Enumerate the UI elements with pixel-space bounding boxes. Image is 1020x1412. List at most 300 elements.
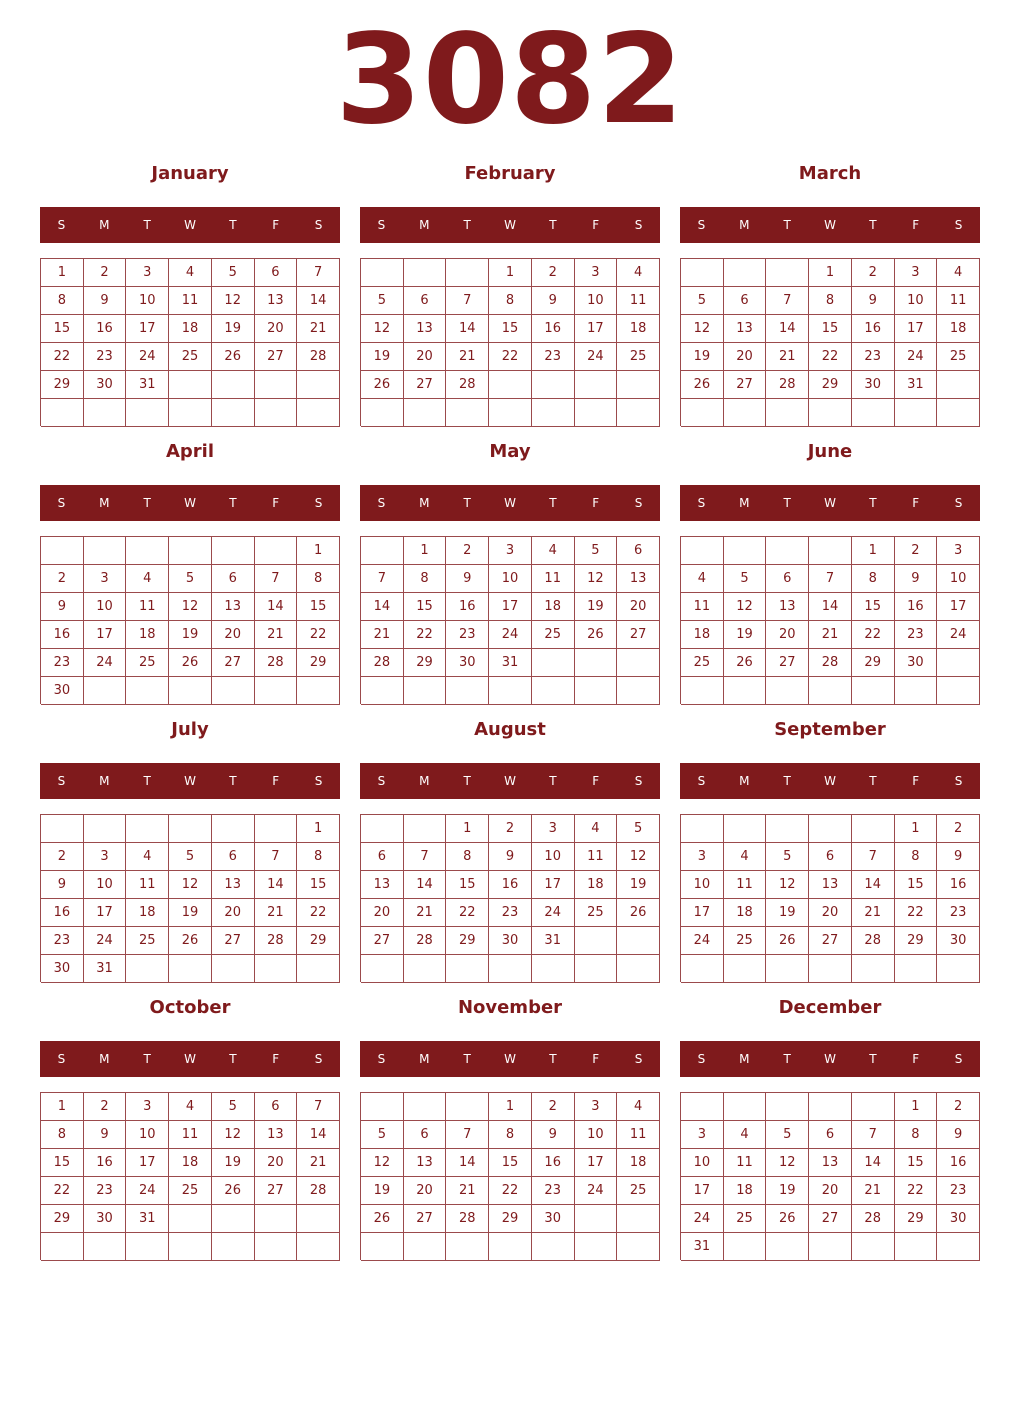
- day-cell: 22: [41, 343, 84, 371]
- weekday-label: M: [99, 496, 110, 510]
- day-cell: 31: [489, 649, 532, 677]
- day-cell: 18: [169, 1149, 212, 1177]
- day-cell: 18: [126, 621, 169, 649]
- day-cell: 12: [212, 287, 255, 315]
- weekday-label: S: [697, 1052, 706, 1066]
- day-cell: 21: [361, 621, 404, 649]
- day-cell: 27: [809, 1205, 852, 1233]
- day-cell: 20: [212, 621, 255, 649]
- weekday-label: S: [57, 774, 66, 788]
- weekday-label: F: [592, 774, 600, 788]
- empty-day-cell: [297, 1233, 340, 1261]
- empty-day-cell: [446, 955, 489, 983]
- empty-day-cell: [446, 677, 489, 705]
- day-cell: 15: [852, 593, 895, 621]
- empty-day-cell: [212, 1205, 255, 1233]
- day-cell: 4: [681, 565, 724, 593]
- weekday-label: T: [869, 218, 877, 232]
- empty-day-cell: [681, 537, 724, 565]
- day-cell: 5: [766, 1121, 809, 1149]
- day-cell: 19: [724, 621, 767, 649]
- day-cell: 25: [169, 343, 212, 371]
- day-cell: 10: [895, 287, 938, 315]
- day-cell: 8: [297, 843, 340, 871]
- empty-day-cell: [681, 1093, 724, 1121]
- empty-day-cell: [126, 537, 169, 565]
- empty-day-cell: [126, 399, 169, 427]
- day-cell: 24: [681, 1205, 724, 1233]
- day-cell: 18: [575, 871, 618, 899]
- weekday-label: S: [697, 496, 706, 510]
- empty-day-cell: [84, 399, 127, 427]
- day-cell: 3: [489, 537, 532, 565]
- day-cell: 22: [895, 1177, 938, 1205]
- day-cell: 21: [446, 1177, 489, 1205]
- day-cell: 22: [41, 1177, 84, 1205]
- day-cell: 15: [41, 315, 84, 343]
- day-cell: 5: [361, 1121, 404, 1149]
- day-cell: 25: [681, 649, 724, 677]
- empty-day-cell: [766, 815, 809, 843]
- day-cell: 10: [84, 871, 127, 899]
- day-cell: 25: [126, 649, 169, 677]
- weekday-label: W: [504, 496, 516, 510]
- day-cell: 29: [446, 927, 489, 955]
- empty-day-cell: [297, 371, 340, 399]
- empty-day-cell: [575, 1233, 618, 1261]
- day-cell: 4: [937, 259, 980, 287]
- weekday-label: T: [783, 496, 791, 510]
- day-cell: 29: [297, 927, 340, 955]
- day-cell: 5: [766, 843, 809, 871]
- day-cell: 17: [126, 1149, 169, 1177]
- empty-day-cell: [575, 927, 618, 955]
- weekday-label: S: [954, 218, 963, 232]
- day-cell: 9: [41, 593, 84, 621]
- day-cell: 2: [84, 259, 127, 287]
- day-cell: 14: [446, 1149, 489, 1177]
- day-cell: 15: [404, 593, 447, 621]
- day-cell: 3: [681, 843, 724, 871]
- day-cell: 11: [126, 871, 169, 899]
- weekday-label: T: [229, 774, 237, 788]
- weekday-label: F: [912, 218, 920, 232]
- day-cell: 19: [766, 899, 809, 927]
- day-cell: 14: [766, 315, 809, 343]
- day-cell: 27: [724, 371, 767, 399]
- day-cell: 14: [809, 593, 852, 621]
- day-cell: 20: [255, 315, 298, 343]
- day-cell: 6: [809, 1121, 852, 1149]
- day-cell: 26: [169, 649, 212, 677]
- day-cell: 5: [212, 1093, 255, 1121]
- day-cell: 22: [852, 621, 895, 649]
- weekday-label: T: [869, 496, 877, 510]
- empty-day-cell: [681, 399, 724, 427]
- day-cell: 13: [724, 315, 767, 343]
- day-cell: 5: [361, 287, 404, 315]
- empty-day-cell: [681, 259, 724, 287]
- empty-day-cell: [532, 677, 575, 705]
- month-name: June: [807, 441, 853, 462]
- empty-day-cell: [169, 399, 212, 427]
- weekday-label: T: [783, 774, 791, 788]
- day-cell: 16: [895, 593, 938, 621]
- weekday-label: S: [377, 218, 386, 232]
- empty-day-cell: [255, 371, 298, 399]
- weekday-header: [40, 207, 340, 243]
- month-august: [360, 714, 660, 992]
- month-name: December: [778, 997, 882, 1018]
- weekday-label: F: [592, 1052, 600, 1066]
- day-cell: 14: [404, 871, 447, 899]
- day-cell: 8: [489, 287, 532, 315]
- day-cell: 26: [361, 1205, 404, 1233]
- month-february: [360, 158, 660, 436]
- day-grid: [40, 536, 340, 704]
- weekday-label: W: [824, 1052, 836, 1066]
- day-cell: 31: [532, 927, 575, 955]
- day-cell: 28: [255, 927, 298, 955]
- empty-day-cell: [766, 537, 809, 565]
- empty-day-cell: [446, 399, 489, 427]
- weekday-label: F: [912, 774, 920, 788]
- day-cell: 25: [937, 343, 980, 371]
- day-cell: 27: [212, 649, 255, 677]
- day-cell: 4: [126, 843, 169, 871]
- weekday-label: W: [184, 218, 196, 232]
- day-cell: 16: [446, 593, 489, 621]
- empty-day-cell: [895, 955, 938, 983]
- empty-day-cell: [361, 537, 404, 565]
- day-cell: 2: [84, 1093, 127, 1121]
- day-cell: 6: [809, 843, 852, 871]
- day-cell: 31: [84, 955, 127, 983]
- day-cell: 26: [617, 899, 660, 927]
- empty-day-cell: [212, 399, 255, 427]
- empty-day-cell: [809, 955, 852, 983]
- weekday-header: [40, 1041, 340, 1077]
- month-may: [360, 436, 660, 714]
- day-cell: 15: [809, 315, 852, 343]
- day-cell: 15: [895, 871, 938, 899]
- day-cell: 12: [575, 565, 618, 593]
- day-cell: 12: [724, 593, 767, 621]
- empty-day-cell: [212, 815, 255, 843]
- day-cell: 12: [169, 593, 212, 621]
- day-cell: 8: [809, 287, 852, 315]
- weekday-header: [680, 763, 980, 799]
- day-cell: 28: [852, 927, 895, 955]
- day-cell: 1: [41, 1093, 84, 1121]
- empty-day-cell: [532, 1233, 575, 1261]
- day-cell: 22: [489, 1177, 532, 1205]
- day-grid: [680, 258, 980, 426]
- day-cell: 26: [212, 343, 255, 371]
- day-cell: 16: [532, 1149, 575, 1177]
- day-cell: 25: [617, 1177, 660, 1205]
- day-cell: 6: [617, 537, 660, 565]
- day-cell: 13: [361, 871, 404, 899]
- empty-day-cell: [766, 677, 809, 705]
- weekday-header: [680, 207, 980, 243]
- month-name: July: [171, 719, 209, 740]
- empty-day-cell: [361, 815, 404, 843]
- weekday-label: T: [549, 774, 557, 788]
- weekday-label: S: [57, 496, 66, 510]
- day-cell: 12: [617, 843, 660, 871]
- month-name: February: [464, 163, 556, 184]
- day-cell: 17: [681, 1177, 724, 1205]
- day-grid: [360, 258, 660, 426]
- day-cell: 27: [361, 927, 404, 955]
- empty-day-cell: [852, 815, 895, 843]
- empty-day-cell: [575, 649, 618, 677]
- day-cell: 24: [84, 927, 127, 955]
- day-cell: 17: [489, 593, 532, 621]
- weekday-label: S: [377, 496, 386, 510]
- day-cell: 23: [489, 899, 532, 927]
- weekday-label: T: [229, 218, 237, 232]
- empty-day-cell: [937, 399, 980, 427]
- weekday-header: [360, 763, 660, 799]
- day-cell: 3: [126, 259, 169, 287]
- day-cell: 1: [809, 259, 852, 287]
- empty-day-cell: [809, 399, 852, 427]
- weekday-label: T: [463, 496, 471, 510]
- day-cell: 29: [297, 649, 340, 677]
- day-cell: 30: [84, 371, 127, 399]
- day-cell: 4: [126, 565, 169, 593]
- month-december: [680, 992, 980, 1270]
- empty-day-cell: [404, 399, 447, 427]
- day-cell: 9: [41, 871, 84, 899]
- day-grid: [360, 814, 660, 982]
- day-cell: 29: [809, 371, 852, 399]
- weekday-header: [40, 763, 340, 799]
- day-cell: 16: [852, 315, 895, 343]
- empty-day-cell: [212, 1233, 255, 1261]
- day-cell: 10: [532, 843, 575, 871]
- day-cell: 2: [937, 815, 980, 843]
- weekday-label: W: [824, 218, 836, 232]
- day-cell: 24: [532, 899, 575, 927]
- weekday-label: W: [184, 496, 196, 510]
- day-cell: 21: [404, 899, 447, 927]
- day-cell: 18: [681, 621, 724, 649]
- weekday-label: M: [99, 218, 110, 232]
- day-cell: 25: [617, 343, 660, 371]
- weekday-label: T: [869, 1052, 877, 1066]
- day-cell: 9: [852, 287, 895, 315]
- day-cell: 3: [126, 1093, 169, 1121]
- day-cell: 14: [297, 1121, 340, 1149]
- weekday-label: T: [869, 774, 877, 788]
- day-cell: 22: [297, 621, 340, 649]
- empty-day-cell: [84, 815, 127, 843]
- weekday-label: S: [377, 774, 386, 788]
- day-cell: 17: [84, 899, 127, 927]
- empty-day-cell: [895, 399, 938, 427]
- day-cell: 14: [297, 287, 340, 315]
- day-cell: 19: [169, 899, 212, 927]
- day-cell: 27: [404, 1205, 447, 1233]
- weekday-label: M: [419, 496, 430, 510]
- day-cell: 1: [489, 1093, 532, 1121]
- weekday-header: [360, 207, 660, 243]
- day-cell: 7: [297, 1093, 340, 1121]
- day-cell: 5: [617, 815, 660, 843]
- empty-day-cell: [724, 1233, 767, 1261]
- day-cell: 17: [126, 315, 169, 343]
- empty-day-cell: [724, 1093, 767, 1121]
- day-cell: 17: [575, 315, 618, 343]
- empty-day-cell: [126, 955, 169, 983]
- empty-day-cell: [255, 1205, 298, 1233]
- empty-day-cell: [361, 399, 404, 427]
- day-cell: 17: [681, 899, 724, 927]
- day-cell: 26: [766, 1205, 809, 1233]
- weekday-label: M: [419, 1052, 430, 1066]
- month-name: September: [774, 719, 886, 740]
- weekday-label: T: [143, 774, 151, 788]
- day-cell: 17: [532, 871, 575, 899]
- day-cell: 13: [617, 565, 660, 593]
- empty-day-cell: [255, 815, 298, 843]
- day-cell: 20: [404, 1177, 447, 1205]
- empty-day-cell: [575, 677, 618, 705]
- day-cell: 4: [169, 1093, 212, 1121]
- day-cell: 2: [532, 1093, 575, 1121]
- day-cell: 10: [126, 1121, 169, 1149]
- empty-day-cell: [895, 1233, 938, 1261]
- day-cell: 9: [489, 843, 532, 871]
- day-cell: 27: [212, 927, 255, 955]
- day-cell: 18: [724, 1177, 767, 1205]
- day-cell: 21: [766, 343, 809, 371]
- month-july: [40, 714, 340, 992]
- day-cell: 7: [255, 843, 298, 871]
- day-cell: 15: [297, 871, 340, 899]
- day-cell: 7: [766, 287, 809, 315]
- weekday-label: W: [504, 774, 516, 788]
- day-cell: 5: [212, 259, 255, 287]
- empty-day-cell: [724, 815, 767, 843]
- weekday-label: S: [954, 774, 963, 788]
- day-cell: 17: [84, 621, 127, 649]
- day-cell: 10: [937, 565, 980, 593]
- empty-day-cell: [41, 537, 84, 565]
- day-cell: 19: [766, 1177, 809, 1205]
- calendar-grid: [40, 158, 980, 1270]
- empty-day-cell: [361, 1093, 404, 1121]
- empty-day-cell: [766, 1233, 809, 1261]
- empty-day-cell: [724, 537, 767, 565]
- empty-day-cell: [169, 955, 212, 983]
- weekday-label: T: [549, 1052, 557, 1066]
- day-cell: 26: [361, 371, 404, 399]
- day-grid: [40, 1092, 340, 1260]
- day-cell: 8: [852, 565, 895, 593]
- weekday-header: [680, 485, 980, 521]
- day-cell: 6: [404, 287, 447, 315]
- day-cell: 12: [681, 315, 724, 343]
- day-cell: 25: [126, 927, 169, 955]
- day-cell: 9: [532, 287, 575, 315]
- day-cell: 29: [404, 649, 447, 677]
- day-cell: 18: [617, 315, 660, 343]
- month-name: November: [457, 997, 563, 1018]
- day-cell: 23: [41, 649, 84, 677]
- empty-day-cell: [489, 1233, 532, 1261]
- empty-day-cell: [41, 1233, 84, 1261]
- day-cell: 18: [169, 315, 212, 343]
- day-cell: 5: [724, 565, 767, 593]
- weekday-label: S: [697, 218, 706, 232]
- empty-day-cell: [446, 1093, 489, 1121]
- month-name: August: [474, 719, 546, 740]
- empty-day-cell: [809, 815, 852, 843]
- weekday-label: S: [314, 496, 323, 510]
- day-cell: 20: [766, 621, 809, 649]
- day-cell: 13: [766, 593, 809, 621]
- day-cell: 11: [169, 287, 212, 315]
- day-cell: 2: [937, 1093, 980, 1121]
- day-cell: 8: [41, 1121, 84, 1149]
- day-cell: 1: [852, 537, 895, 565]
- day-cell: 29: [895, 927, 938, 955]
- day-cell: 7: [852, 1121, 895, 1149]
- day-cell: 7: [446, 287, 489, 315]
- day-cell: 20: [212, 899, 255, 927]
- empty-day-cell: [617, 371, 660, 399]
- empty-day-cell: [126, 815, 169, 843]
- weekday-label: M: [419, 218, 430, 232]
- day-cell: 24: [575, 343, 618, 371]
- day-cell: 19: [681, 343, 724, 371]
- day-cell: 21: [852, 1177, 895, 1205]
- month-name: March: [798, 163, 862, 184]
- day-cell: 9: [532, 1121, 575, 1149]
- empty-day-cell: [255, 955, 298, 983]
- weekday-label: S: [314, 1052, 323, 1066]
- weekday-label: F: [592, 218, 600, 232]
- day-cell: 12: [361, 315, 404, 343]
- day-cell: 28: [361, 649, 404, 677]
- day-cell: 24: [126, 343, 169, 371]
- empty-day-cell: [617, 649, 660, 677]
- day-cell: 26: [575, 621, 618, 649]
- day-cell: 19: [361, 1177, 404, 1205]
- empty-day-cell: [766, 399, 809, 427]
- day-cell: 20: [617, 593, 660, 621]
- day-cell: 14: [852, 1149, 895, 1177]
- day-cell: 24: [937, 621, 980, 649]
- day-cell: 22: [489, 343, 532, 371]
- day-cell: 9: [446, 565, 489, 593]
- day-cell: 13: [809, 871, 852, 899]
- day-cell: 19: [212, 1149, 255, 1177]
- empty-day-cell: [84, 1233, 127, 1261]
- day-cell: 9: [84, 287, 127, 315]
- weekday-label: T: [463, 218, 471, 232]
- day-cell: 23: [895, 621, 938, 649]
- day-cell: 6: [766, 565, 809, 593]
- day-cell: 24: [575, 1177, 618, 1205]
- day-cell: 8: [41, 287, 84, 315]
- day-cell: 25: [724, 1205, 767, 1233]
- day-cell: 11: [937, 287, 980, 315]
